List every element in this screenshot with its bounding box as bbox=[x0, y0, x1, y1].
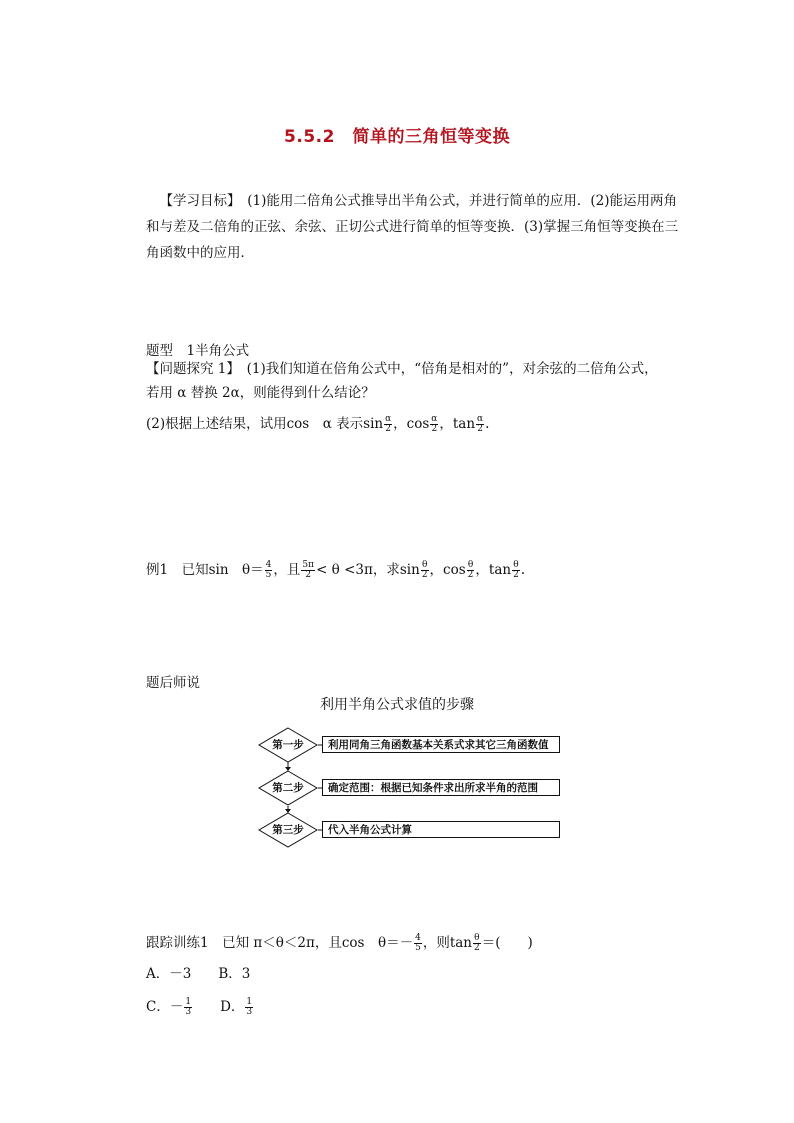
option-a: A．－3 bbox=[146, 966, 192, 982]
fraction-one-third: $\frac{1}{3}$ bbox=[246, 997, 253, 1017]
step-3-label: 第三步 bbox=[272, 824, 304, 836]
q2-end: . bbox=[485, 416, 490, 432]
objectives-label: 【学习目标】 bbox=[159, 193, 234, 209]
practice-prefix: 跟踪训练1 已知 π＜θ＜2π，且cos θ＝－ bbox=[146, 935, 414, 951]
q2-cos: ，cos bbox=[393, 416, 430, 432]
step-1-label: 第一步 bbox=[272, 739, 304, 751]
explore-q1-text: (1)我们知道在倍角公式中，“倍角是相对的”，对余弦的二倍角公式， bbox=[246, 361, 658, 377]
page-title: 5.5.2 简单的三角恒等变换 bbox=[284, 127, 510, 147]
fraction-theta-half: $\frac{\theta}{2}$ bbox=[474, 933, 480, 953]
fraction-five-pi-half: $\frac{5\pi}{2}$ bbox=[302, 560, 315, 580]
example1-cond: ，且 bbox=[273, 562, 301, 578]
fraction-four-fifths: $\frac{4}{5}$ bbox=[265, 560, 272, 580]
q2-prefix: (2)根据上述结果，试用cos α 表示sin bbox=[146, 416, 384, 432]
step-1-box: 利用同角三角函数基本关系式求其它三角函数值 bbox=[322, 736, 560, 753]
option-b: B．3 bbox=[218, 966, 251, 982]
option-c: C．－ bbox=[146, 999, 184, 1015]
practice-1 bbox=[146, 930, 533, 956]
step-2-label: 第二步 bbox=[272, 782, 304, 794]
example1-tan: ，tan bbox=[475, 562, 512, 578]
practice-end: ＝( ) bbox=[481, 935, 533, 951]
example1-prefix: 例1 已知sin θ＝ bbox=[146, 562, 264, 578]
practice-mid: ，则tan bbox=[422, 935, 472, 951]
q2-tan: ，tan bbox=[439, 416, 476, 432]
fraction-four-fifths: $\frac{4}{5}$ bbox=[415, 933, 421, 953]
explore-label: 【问题探究 1】 bbox=[146, 361, 234, 377]
options-ab bbox=[146, 961, 250, 987]
example1-cond-suffix: < θ <3π，求sin bbox=[316, 562, 420, 578]
example1-cos: ，cos bbox=[429, 562, 466, 578]
step-3-box: 代入半角公式计算 bbox=[322, 821, 560, 838]
explore-q1-line2: 若用 α 替换 2α，则能得到什么结论？ bbox=[146, 385, 375, 401]
option-d: D． bbox=[220, 999, 245, 1015]
fraction-alpha-half: $\frac{\alpha}{2}$ bbox=[385, 414, 392, 434]
step-1-diamond bbox=[258, 727, 318, 763]
fraction-one-third: $\frac{1}{3}$ bbox=[185, 997, 192, 1017]
flowchart-title: 利用半角公式求值的步骤 bbox=[320, 697, 474, 713]
step-2-diamond bbox=[258, 770, 318, 806]
fraction-theta-half: $\frac{\theta}{2}$ bbox=[467, 560, 474, 580]
fraction-theta-half: $\frac{\theta}{2}$ bbox=[421, 560, 428, 580]
objectives-text: (1)能用二倍角公式推导出半角公式，并进行简单的应用．(2)能运用两角和与差及二倍角的正弦、余弦、正切公式进行简单的恒等变换．(3)掌握三角恒等变换在三角函数中的应用． bbox=[146, 193, 679, 261]
step-2-box: 确定范围：根据已知条件求出所求半角的范围 bbox=[322, 779, 560, 796]
teacher-note-heading: 题后师说 bbox=[146, 675, 200, 691]
example1-end: . bbox=[520, 562, 526, 578]
type1-heading: 题型 1半角公式 bbox=[146, 343, 250, 359]
options-cd bbox=[146, 994, 254, 1020]
fraction-theta-half: $\frac{\theta}{2}$ bbox=[513, 560, 519, 580]
fraction-alpha-half: $\frac{\alpha}{2}$ bbox=[477, 414, 484, 434]
step-3-diamond bbox=[258, 812, 318, 848]
fraction-alpha-half: $\frac{\alpha}{2}$ bbox=[431, 414, 438, 434]
